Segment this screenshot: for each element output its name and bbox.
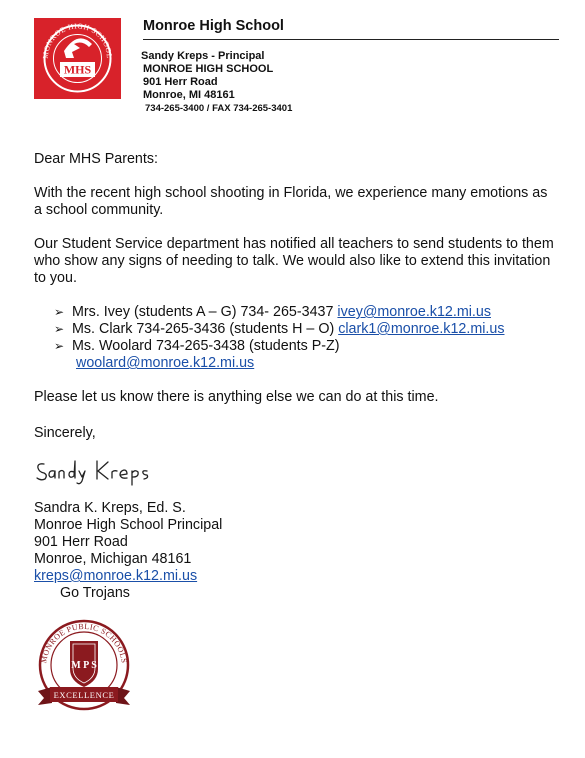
- email-link-clark[interactable]: clark1@monroe.k12.mi.us: [338, 321, 505, 337]
- contact-text: Ms. Clark 734-265-3436 (students H – O): [72, 321, 339, 337]
- list-item-continuation: [54, 355, 504, 372]
- school-street: 901 Herr Road: [143, 76, 218, 88]
- svg-text:Sandy Kreps: Sandy Kreps: [34, 455, 40, 456]
- arrow-bullet-icon: ➢: [54, 339, 65, 353]
- salutation: Dear MHS Parents:: [34, 151, 158, 167]
- principal-name: Sandra K. Kreps, Ed. S.: [34, 500, 186, 516]
- signature-block: [34, 500, 222, 602]
- seal-letters: M P S: [71, 660, 97, 671]
- contact-list: [54, 304, 504, 372]
- handwritten-signature: [34, 455, 164, 487]
- signature-city: Monroe, Michigan 48161: [34, 551, 192, 567]
- list-item: [54, 321, 504, 338]
- mhs-logo: [34, 18, 121, 99]
- logo-letters: MHS: [63, 62, 92, 77]
- school-name-caps: MONROE HIGH SCHOOL: [143, 63, 274, 75]
- motto: Go Trojans: [60, 585, 130, 601]
- principal-line: Sandy Kreps - Principal: [141, 50, 265, 62]
- arrow-bullet-icon: ➢: [54, 305, 65, 319]
- paragraph-1: With the recent high school shooting in Florida, we experience many emotions as a school community.: [34, 185, 548, 218]
- list-item: [54, 338, 504, 355]
- sincerely: Sincerely,: [34, 425, 96, 441]
- arrow-bullet-icon: ➢: [54, 322, 65, 336]
- mps-seal-logo: [30, 617, 138, 718]
- contact-text: Ms. Woolard 734-265-3438 (students P-Z): [72, 338, 340, 354]
- email-link-kreps[interactable]: kreps@monroe.k12.mi.us: [34, 568, 198, 584]
- svg-text:MONROE HIGH SCHOOL: MONROE HIGH SCHOOL: [40, 21, 115, 60]
- paragraph-2: Our Student Service department has notified all teachers to send students to them who show any signs of needing to talk. We would also like to extend this invitation to you.: [34, 236, 554, 286]
- seal-banner: EXCELLENCE: [53, 690, 115, 700]
- email-link-woolard[interactable]: woolard@monroe.k12.mi.us: [76, 355, 255, 371]
- contact-text: Mrs. Ivey (students A – G) 734- 265-3437: [72, 304, 338, 320]
- school-name: Monroe High School: [143, 18, 284, 34]
- svg-text:MONROE PUBLIC SCHOOLS: MONROE PUBLIC SCHOOLS: [39, 621, 129, 664]
- closing-line: Please let us know there is anything else we can do at this time.: [34, 389, 439, 405]
- principal-title: Monroe High School Principal: [34, 517, 223, 533]
- school-phone-fax: 734-265-3400 / FAX 734-265-3401: [145, 103, 293, 114]
- school-city: Monroe, MI 48161: [143, 89, 235, 101]
- list-item: [54, 304, 504, 321]
- header-divider: [143, 39, 559, 40]
- email-link-ivey[interactable]: ivey@monroe.k12.mi.us: [337, 304, 491, 320]
- signature-street: 901 Herr Road: [34, 534, 128, 550]
